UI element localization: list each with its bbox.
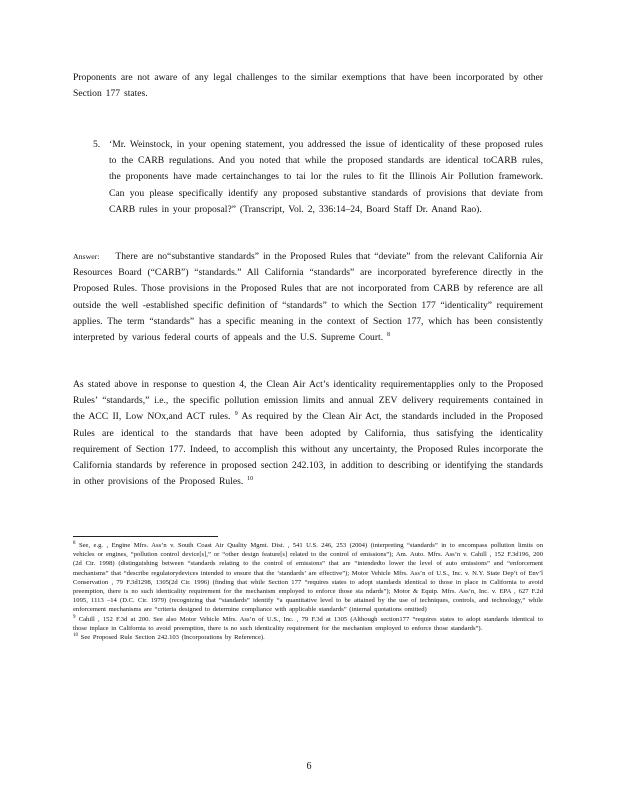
answer-text: There are no“substantive standards” in the Proposed Rules that “deviate” from the relevant California Air Resources Board (“CARB”) “standards.” All California “standards” are incorporated byreference directly in the Proposed Rules. Those provisions in the Proposed Rules that are not incorporated from CARB by reference are all outside the well -established specific definition of “standards” to which the Section 177 “identicality” requirement applies. The term “standards” has a specific meaning in the context of Section 177, which has been consistently interpreted by various federal courts of appeals and the U.S. Supreme Court. [73, 251, 544, 344]
footnotes [73, 541, 543, 642]
footnote-9 [73, 615, 543, 633]
footnote-mark: 9 [73, 614, 76, 620]
footnote-ref-8[interactable]: 8 [387, 331, 390, 338]
footnote-text: See, e.g. , Engine Mfrs. Ass’n v. South Coast Air Quality Mgmt. Dist. , 541 U.S. 246, 253 (2004) (interpreting “standards” in to encompass pollution limits on vehicles or engines, “pollution control device[s],” or “other design feature[s] related to the control of emissions”); Am. Auto. Mfrs. Ass’n v. Cahill , 152 F.3d196, 200 (2d Cir. 1998) (distinguishing between “standards relating to the control of emissions” that are “intendedto lower the level of auto emissions” and “enforcement mechanisms” that “describe regulatorydevices intended to ensure that the ‘standards’ are effective”); Motor Vehicle Mfrs. Ass’n of U.S., Inc. v. N.Y. State Dep’t of Env’l Conservation , 79 F.3d1298, 1305(2d Cir. 1996) (finding that while Section 177 “requires states to adopt standards identical to those in place in California to avoid preemption, there is no such identicality requirement for the mechanism employed to enforce those sta ndards”); Motor & Equip. Mfrs. Ass’n, Inc. v. EPA , 627 F.2d 1095, 1113 –14 (D.C. Cir. 1979) (recognizing that “standards” identify “a quantitative level to be attained by the use of techniques, controls, and technology,” while enforcement mechanisms are “criteria designed to determine compliance with applicable standards” (internal quotations omitted) [73, 542, 543, 614]
paragraph-identicality-text-a: As stated above in response to question 4, the Clean Air Act’s identicality requirementapplies only to the Proposed Rules’ “standards,” i.e., the specific pollution emission limits and annual ZEV delivery requirements contained in the ACC II, Low NOx,and ACT rules. [73, 379, 543, 423]
answer-paragraph [73, 249, 543, 346]
question-text: ‘Mr. Weinstock, in your opening statement, you addressed the issue of identicality of these proposed rules to the CARB regulations. And you noted that while the proposed standards are identical toCARB rules, the proponents have made certainchanges to tai lor the rules to fit the Illinois Air Pollution framework. Can you please specifically identify any proposed substantive standards of provisions that deviate from CARB rules in your proposal?” (Transcript, Vol. 2, 336:14–24, Board Staff Dr. Anand Rao). [109, 139, 543, 215]
footnote-ref-10[interactable]: 10 [247, 476, 254, 483]
paragraph-identicality [73, 377, 543, 490]
footnote-text: See Proposed Rule Section 242.103 (Incorporations by Reference). [80, 634, 265, 642]
footnote-ref-9[interactable]: 9 [234, 411, 238, 418]
paragraph-proponents: Proponents are not aware of any legal challenges to the similar exemptions that have been incorporated by other Section 177 states. [73, 72, 543, 100]
question-5 [93, 137, 543, 218]
footnote-10 [73, 633, 543, 642]
footnote-mark: 10 [73, 632, 78, 638]
footnote-mark: 8 [73, 540, 76, 546]
paragraph-identicality-text-b: As required by the Clean Air Act, the standards included in the Proposed Rules are identical to the standards that have been adopted by California, thus satisfying the identicality requirement of Section 177. Indeed, to accomplish this without any uncertainty, the Proposed Rules incorporate the California standards by reference in proposed section 242.103, in addition to describing or identifying the standards in other provisions of the Proposed Rules. [73, 411, 543, 488]
footnote-separator [73, 536, 218, 537]
question-number: 5. [93, 139, 101, 150]
page-number: 6 [306, 761, 312, 772]
answer-label: Answer: [73, 252, 100, 261]
footnote-8 [73, 541, 543, 615]
footnote-text: Cahill , 152 F.3d at 200. See also Motor Vehicle Mfrs. Ass’n of U.S., Inc. , 79 F.3d at 1305 (Although section177 “requires states to adopt standards identical to those inplace in California to avoid preemption, there is no such identicality requirement for the mechanism employed to enforce those standards”). [73, 615, 543, 632]
